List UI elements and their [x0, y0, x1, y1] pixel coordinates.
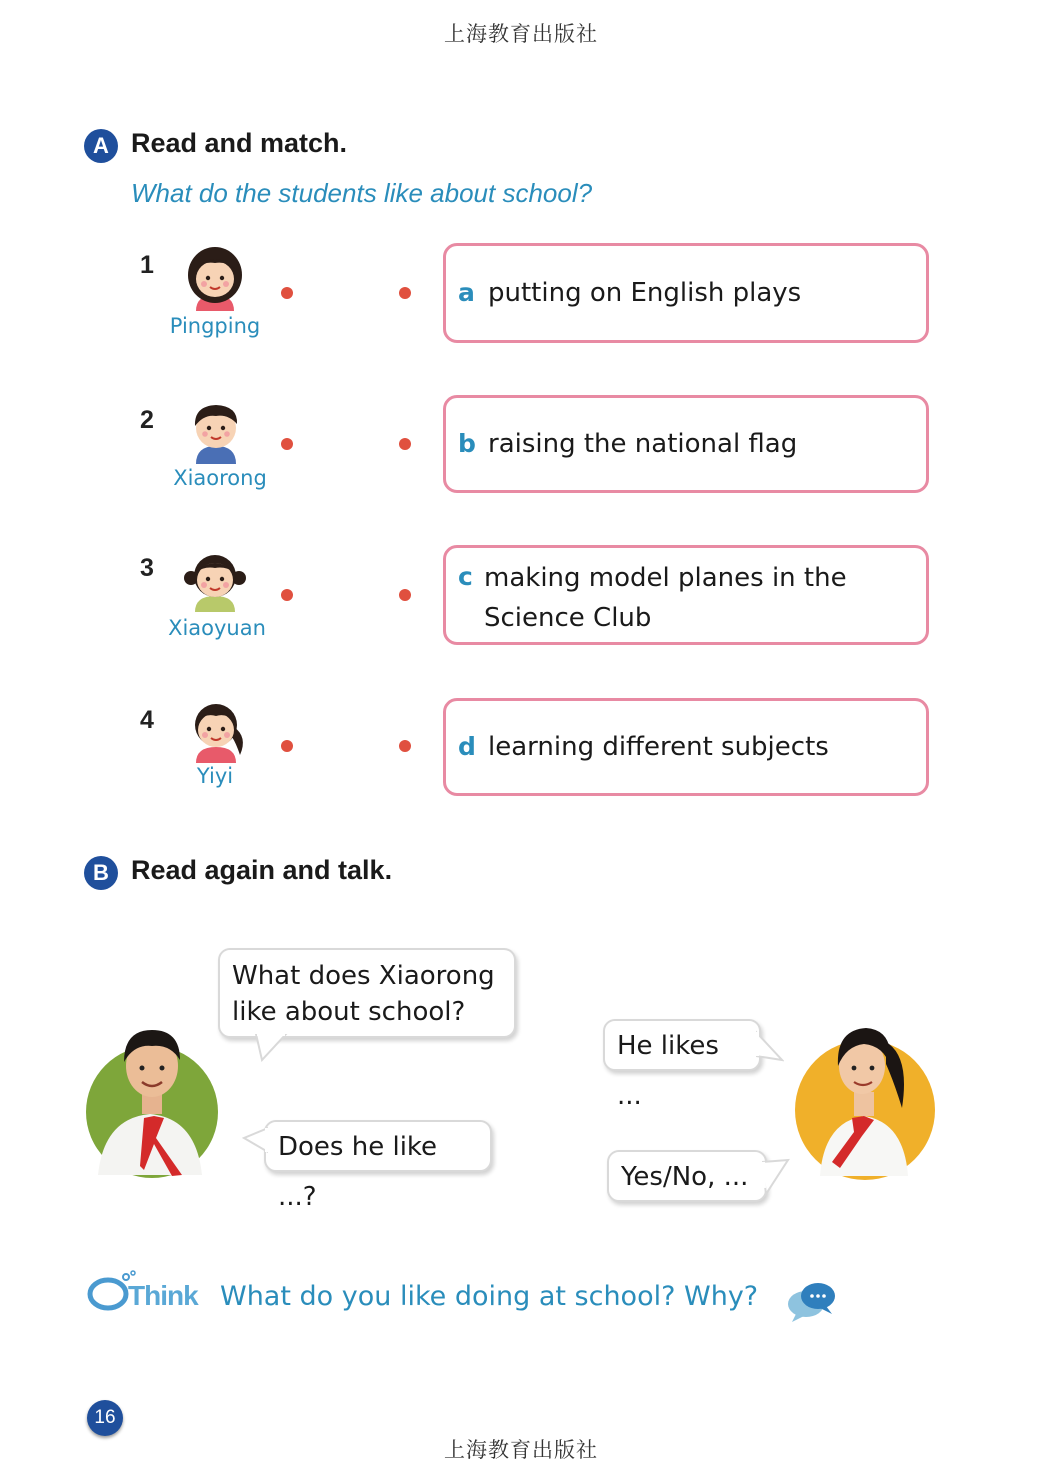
- think-question: What do you like doing at school? Why?: [220, 1281, 759, 1312]
- match-dot-student-1[interactable]: [281, 287, 293, 299]
- speech-bubble-question-1: [218, 948, 516, 1038]
- match-dot-answer-b[interactable]: [399, 438, 411, 450]
- answer-text-line-1: making model planes in the: [484, 563, 847, 593]
- speech-bubble-answer-2: Yes/No, ...: [607, 1150, 767, 1202]
- answer-box-a: [443, 243, 929, 343]
- bubble-tail-icon: [762, 1156, 790, 1196]
- girl-avatar-icon: [186, 697, 248, 765]
- student-number-1: 1: [140, 251, 154, 279]
- think-label: Think: [128, 1280, 198, 1311]
- section-a-subtitle: What do the students like about school?: [131, 178, 593, 208]
- student-name-4: Yiyi: [196, 764, 234, 788]
- speech-bubble-answer-1: He likes ...: [603, 1019, 761, 1071]
- publisher-footer: 上海教育出版社: [444, 1438, 598, 1462]
- answer-text: putting on English plays: [488, 278, 802, 308]
- bubble-tail-icon: [756, 1026, 784, 1062]
- bubble-tail-icon: [242, 1124, 268, 1158]
- boy-photo: [84, 1010, 224, 1180]
- match-dot-student-4[interactable]: [281, 740, 293, 752]
- section-b-badge: B: [84, 856, 118, 890]
- girl-photo: [790, 1012, 935, 1180]
- match-dot-student-3[interactable]: [281, 589, 293, 601]
- student-name-1: Pingping: [169, 314, 261, 338]
- publisher-header: 上海教育出版社: [444, 22, 598, 46]
- student-number-4: 4: [140, 706, 154, 734]
- girl-avatar-icon: [183, 548, 247, 614]
- boy-avatar-icon: [188, 400, 244, 466]
- section-a-title: Read and match.: [131, 128, 348, 158]
- bubble-text-line-1: What does Xiaorong: [232, 961, 495, 991]
- match-dot-answer-a[interactable]: [399, 287, 411, 299]
- section-a-badge: A: [84, 129, 118, 163]
- student-name-2: Xiaorong: [173, 466, 267, 490]
- answer-text-line-2: Science Club: [484, 603, 652, 633]
- section-b-title: Read again and talk.: [131, 855, 393, 885]
- match-dot-answer-d[interactable]: [399, 740, 411, 752]
- answer-letter: a: [458, 278, 475, 307]
- answer-letter: b: [458, 429, 476, 458]
- girl-avatar-icon: [182, 245, 248, 313]
- speech-bubble-question-2: Does he like ...?: [264, 1120, 492, 1172]
- student-number-3: 3: [140, 554, 154, 582]
- student-number-2: 2: [140, 406, 154, 434]
- match-dot-answer-c[interactable]: [399, 589, 411, 601]
- student-name-3: Xiaoyuan: [168, 616, 266, 640]
- answer-letter: c: [458, 562, 473, 591]
- bubble-text-line-2: like about school?: [232, 997, 466, 1027]
- page-number: 16: [87, 1400, 123, 1436]
- match-dot-student-2[interactable]: [281, 438, 293, 450]
- answer-box-d: [443, 698, 929, 796]
- answer-text: raising the national flag: [488, 429, 798, 459]
- answer-box-b: [443, 395, 929, 493]
- bubble-tail-icon: [254, 1034, 290, 1062]
- answer-box-c: [443, 545, 929, 645]
- answer-letter: d: [458, 732, 476, 761]
- chat-bubbles-icon: [786, 1278, 838, 1322]
- answer-text: learning different subjects: [488, 732, 829, 762]
